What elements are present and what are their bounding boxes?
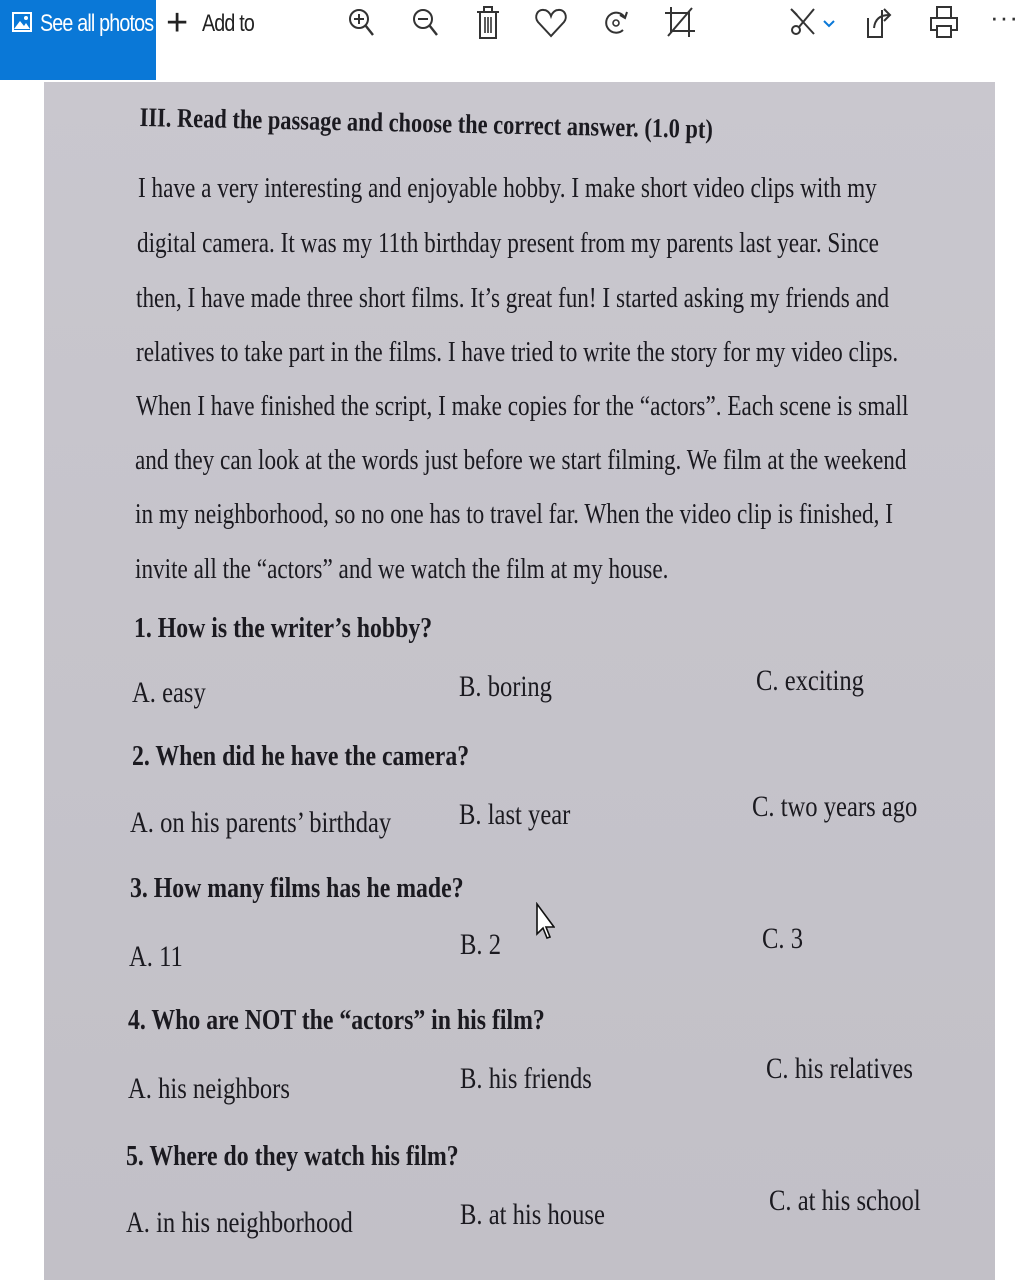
- see-all-photos-label: See all photos: [40, 10, 154, 37]
- passage-line: relatives to take part in the films. I have tried to write the story for my video clips.: [136, 336, 899, 368]
- question-2: 2. When did he have the camera?: [132, 740, 470, 772]
- question-4-option-c: C. his relatives: [766, 1052, 913, 1085]
- delete-icon[interactable]: [470, 4, 506, 40]
- passage-line: I have a very interesting and enjoyable hobby. I make short video clips with my: [138, 172, 877, 204]
- section-heading: III. Read the passage and choose the correct answer. (1.0 pt): [139, 102, 714, 144]
- question-1-option-b: B. boring: [459, 670, 552, 703]
- photo-viewer-toolbar: [0, 0, 1024, 82]
- question-2-option-c: C. two years ago: [752, 790, 918, 823]
- document-photo: [44, 82, 995, 1280]
- edit-icon[interactable]: [786, 4, 822, 40]
- rotate-icon[interactable]: [598, 4, 634, 40]
- more-icon[interactable]: ···: [990, 2, 1019, 32]
- question-5-option-a: A. in his neighborhood: [126, 1206, 353, 1239]
- question-2-option-b: B. last year: [459, 798, 571, 831]
- question-4-option-b: B. his friends: [460, 1062, 592, 1095]
- image-icon: [12, 12, 32, 32]
- question-2-option-a: A. on his parents’ birthday: [130, 806, 392, 839]
- see-all-photos-button[interactable]: [0, 0, 156, 80]
- question-1-option-c: C. exciting: [756, 664, 864, 697]
- passage-line: in my neighborhood, so no one has to travel far. When the video clip is finished, I: [135, 498, 893, 530]
- question-3-option-c: C. 3: [762, 922, 804, 955]
- passage-line: digital camera. It was my 11th birthday present from my parents last year. Since: [137, 227, 879, 259]
- passage-line: then, I have made three short films. It’s great fun! I started asking my friends and: [136, 282, 890, 314]
- share-icon[interactable]: [862, 4, 898, 40]
- zoom-in-icon[interactable]: [344, 4, 380, 40]
- question-3-option-b: B. 2: [460, 928, 502, 961]
- mouse-cursor-icon: [535, 902, 555, 946]
- add-to-label: Add to: [202, 10, 254, 37]
- chevron-down-icon[interactable]: [818, 4, 840, 40]
- exam-page: [44, 82, 995, 1280]
- question-5-option-b: B. at his house: [460, 1198, 605, 1231]
- question-3: 3. How many films has he made?: [130, 872, 464, 904]
- question-3-option-a: A. 11: [129, 940, 183, 973]
- passage-line: invite all the “actors” and we watch the film at my house.: [135, 553, 669, 585]
- question-4: 4. Who are NOT the “actors” in his film?: [128, 1004, 545, 1036]
- passage-line: and they can look at the words just before we start filming. We film at the weekend: [135, 444, 907, 476]
- question-4-option-a: A. his neighbors: [128, 1072, 290, 1105]
- crop-icon[interactable]: [662, 4, 698, 40]
- passage-line: When I have finished the script, I make copies for the “actors”. Each scene is small: [136, 390, 909, 422]
- heart-icon[interactable]: [533, 4, 569, 40]
- question-1-option-a: A. easy: [132, 676, 206, 709]
- print-icon[interactable]: [926, 4, 962, 40]
- question-5: 5. Where do they watch his film?: [126, 1140, 459, 1172]
- question-5-option-c: C. at his school: [769, 1184, 921, 1217]
- question-1: 1. How is the writer’s hobby?: [134, 612, 433, 644]
- plus-icon: +: [166, 2, 189, 44]
- zoom-out-icon[interactable]: [408, 4, 444, 40]
